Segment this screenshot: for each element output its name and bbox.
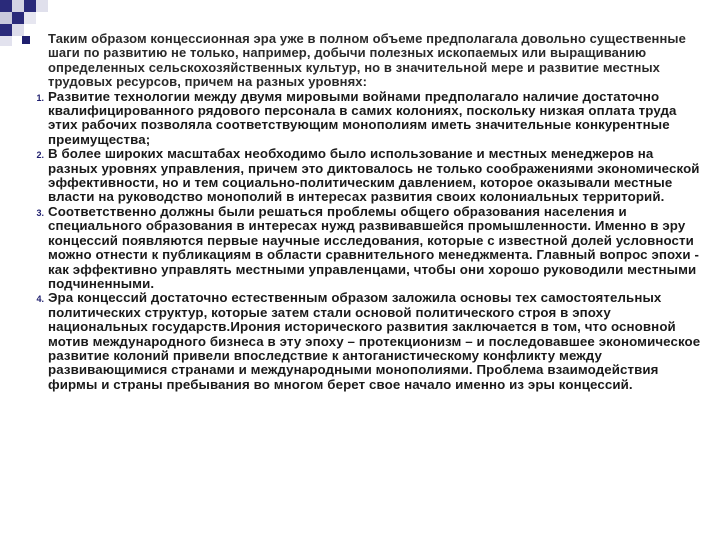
list-item (14, 90, 704, 148)
intro-text: Таким образом концессионная эра уже в полном объеме предполагала довольно существенные шаги по развитию не только, например, добычи полезных ископаемых или выращиванию определенных сельскохозяйственных культур, но в значительной мере и развитие местных трудовых ресурсов, причем на разных уровнях: (48, 31, 686, 90)
list-item (14, 291, 704, 392)
slide-body (14, 32, 704, 392)
intro-paragraph (14, 32, 704, 90)
list-item-text: Эра концессий достаточно естественным образом заложила основы тех самостоятельных политических структур, которые затем стали основой политического строя в эпоху национальных государств.Ирония исторического развития заключается в том, что основной мотив международного бизнеса в эту эпоху – протекционизм – и последовавшее экономическое развитие колоний привели впоследствие к антоганистическому конфликту между развивающимися странами и международными монополиями. Проблема взаимодействия фирмы и страны пребывания во многом берет свое начало именно из эры концессий. (48, 290, 701, 392)
list-item-text: Соответственно должны были решаться проблемы общего образования населения и специального образования в интересах нужд развивавшейся промышленности. Именно в эру концессий появляются первые научные исследования, которые с известной долей условности можно отнести к публикациям в области сравнительного менеджмента. Главный вопрос эпохи - как эффективно управлять местными управленцами, чтобы они хорошо руководили местными подчиненными. (48, 203, 700, 291)
list-item (14, 147, 704, 205)
list-number: 4. (36, 294, 44, 305)
list-number: 3. (36, 207, 44, 218)
list-item-text: Развитие технологии между двумя мировыми войнами предполагало наличие достаточно квалифицированного рядового персонала в самих колониях, поскольку низкая оплата труда этих рабочих позволяла соответствующим монополиям иметь значительные конкурентные преимущества; (48, 88, 677, 147)
square-bullet-icon (22, 36, 30, 44)
list-number: 2. (36, 150, 44, 161)
list-item-text: В более широких масштабах необходимо было использование и местных менеджеров на разных уровнях управления, причем это диктовалось не только соображениями экономической эффективности, но и тем социально-политическим давлением, которое оказывали местные власти на руководство монополий в интересах развития своих колониальных территорий. (48, 146, 700, 205)
list-item (14, 205, 704, 291)
list-number: 1. (36, 92, 44, 103)
